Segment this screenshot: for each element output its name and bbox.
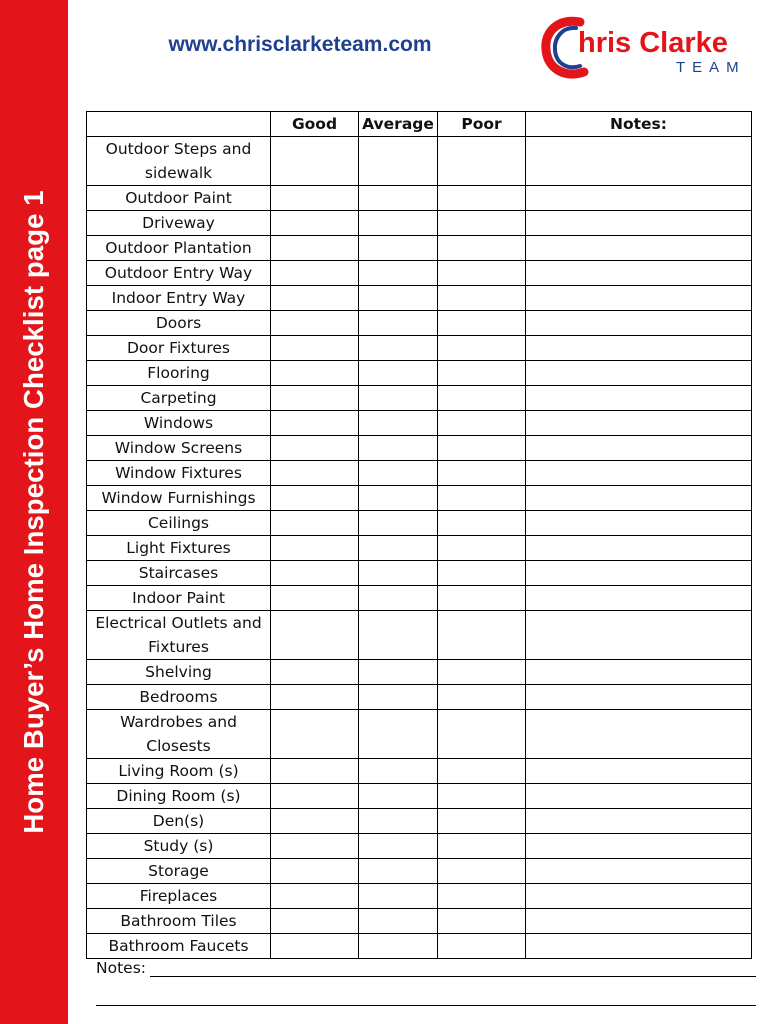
table-row: [87, 536, 752, 561]
table-row: [87, 336, 752, 361]
rating-cell-notes[interactable]: [526, 261, 752, 286]
table-row: [87, 461, 752, 486]
rating-cell-poor[interactable]: [438, 336, 526, 361]
rating-cell-poor[interactable]: [438, 361, 526, 386]
table-row: [87, 311, 752, 336]
rating-cell-average[interactable]: [359, 261, 438, 286]
rating-cell-poor[interactable]: [438, 586, 526, 611]
rating-cell-notes[interactable]: [526, 211, 752, 236]
website-link[interactable]: www.chrisclarketeam.com: [168, 33, 432, 56]
rating-cell-good[interactable]: [271, 236, 359, 261]
rating-cell-average[interactable]: [359, 611, 438, 660]
rating-cell-poor[interactable]: [438, 436, 526, 461]
rating-cell-average[interactable]: [359, 809, 438, 834]
rating-cell-average[interactable]: [359, 336, 438, 361]
rating-cell-notes[interactable]: [526, 461, 752, 486]
checklist-item-label: Bedrooms: [87, 685, 271, 710]
rating-cell-good[interactable]: [271, 261, 359, 286]
table-row: [87, 561, 752, 586]
rating-cell-poor[interactable]: [438, 611, 526, 660]
rating-cell-good[interactable]: [271, 536, 359, 561]
page-title: Home Buyer’s Home Inspection Checklist page 1: [18, 190, 49, 834]
rating-cell-good[interactable]: [271, 361, 359, 386]
header-item-cell: [87, 112, 271, 137]
rating-cell-notes[interactable]: [526, 436, 752, 461]
rating-cell-average[interactable]: [359, 759, 438, 784]
notes-line[interactable]: [150, 958, 756, 977]
rating-cell-poor[interactable]: [438, 536, 526, 561]
rating-cell-poor[interactable]: [438, 186, 526, 211]
rating-cell-poor[interactable]: [438, 710, 526, 759]
rating-cell-average[interactable]: [359, 486, 438, 511]
checklist-item-label: Storage: [87, 859, 271, 884]
table-row: [87, 137, 752, 186]
rating-cell-average[interactable]: [359, 236, 438, 261]
rating-cell-poor[interactable]: [438, 685, 526, 710]
rating-cell-notes[interactable]: [526, 809, 752, 834]
rating-cell-good[interactable]: [271, 759, 359, 784]
table-row: [87, 261, 752, 286]
checklist-item-label: Dining Room (s): [87, 784, 271, 809]
checklist-item-label: Carpeting: [87, 386, 271, 411]
rating-cell-good[interactable]: [271, 685, 359, 710]
checklist-item-label: Outdoor Entry Way: [87, 261, 271, 286]
rating-cell-notes[interactable]: [526, 561, 752, 586]
rating-cell-average[interactable]: [359, 361, 438, 386]
checklist-item-label: Indoor Paint: [87, 586, 271, 611]
rating-cell-notes[interactable]: [526, 511, 752, 536]
rating-cell-good[interactable]: [271, 436, 359, 461]
rating-cell-good[interactable]: [271, 511, 359, 536]
rating-cell-average[interactable]: [359, 286, 438, 311]
rating-cell-notes[interactable]: [526, 186, 752, 211]
checklist-item-label: Flooring: [87, 361, 271, 386]
rating-cell-notes[interactable]: [526, 386, 752, 411]
rating-cell-average[interactable]: [359, 784, 438, 809]
rating-cell-good[interactable]: [271, 660, 359, 685]
rating-cell-average[interactable]: [359, 536, 438, 561]
checklist-item-label: Wardrobes and Closests: [87, 710, 271, 759]
header-good: Good: [271, 112, 359, 137]
table-row: [87, 236, 752, 261]
rating-cell-good[interactable]: [271, 809, 359, 834]
rating-cell-average[interactable]: [359, 211, 438, 236]
table-row: [87, 784, 752, 809]
checklist-item-label: Window Fixtures: [87, 461, 271, 486]
rating-cell-poor[interactable]: [438, 411, 526, 436]
rating-cell-average[interactable]: [359, 909, 438, 934]
table-row: [87, 361, 752, 386]
rating-cell-notes[interactable]: [526, 934, 752, 959]
rating-cell-average[interactable]: [359, 386, 438, 411]
rating-cell-average[interactable]: [359, 137, 438, 186]
rating-cell-average[interactable]: [359, 834, 438, 859]
checklist-item-label: Indoor Entry Way: [87, 286, 271, 311]
table-row: [87, 859, 752, 884]
table-row: [87, 660, 752, 685]
checklist-item-label: Door Fixtures: [87, 336, 271, 361]
checklist-item-label: Window Screens: [87, 436, 271, 461]
rating-cell-poor[interactable]: [438, 759, 526, 784]
table-row: [87, 511, 752, 536]
rating-cell-good[interactable]: [271, 884, 359, 909]
rating-cell-good[interactable]: [271, 311, 359, 336]
checklist-item-label: Outdoor Paint: [87, 186, 271, 211]
rating-cell-notes[interactable]: [526, 759, 752, 784]
rating-cell-notes[interactable]: [526, 685, 752, 710]
rating-cell-poor[interactable]: [438, 909, 526, 934]
checklist-item-label: Bathroom Faucets: [87, 934, 271, 959]
rating-cell-poor[interactable]: [438, 809, 526, 834]
rating-cell-average[interactable]: [359, 859, 438, 884]
checklist-item-label: Light Fixtures: [87, 536, 271, 561]
rating-cell-good[interactable]: [271, 859, 359, 884]
rating-cell-average[interactable]: [359, 511, 438, 536]
rating-cell-good[interactable]: [271, 336, 359, 361]
rating-cell-poor[interactable]: [438, 261, 526, 286]
checklist-item-label: Study (s): [87, 834, 271, 859]
header-notes: Notes:: [526, 112, 752, 137]
table-row: [87, 809, 752, 834]
rating-cell-notes[interactable]: [526, 859, 752, 884]
notes-line[interactable]: [96, 983, 756, 1006]
header-average: Average: [359, 112, 438, 137]
table-row: [87, 611, 752, 660]
rating-cell-good[interactable]: [271, 137, 359, 186]
table-row: [87, 685, 752, 710]
rating-cell-poor[interactable]: [438, 311, 526, 336]
rating-cell-average[interactable]: [359, 436, 438, 461]
rating-cell-good[interactable]: [271, 211, 359, 236]
rating-cell-poor[interactable]: [438, 511, 526, 536]
table-row: [87, 586, 752, 611]
table-row: [87, 884, 752, 909]
table-row: [87, 186, 752, 211]
rating-cell-poor[interactable]: [438, 386, 526, 411]
rating-cell-notes[interactable]: [526, 311, 752, 336]
rating-cell-notes[interactable]: [526, 536, 752, 561]
checklist-item-label: Shelving: [87, 660, 271, 685]
rating-cell-poor[interactable]: [438, 236, 526, 261]
rating-cell-good[interactable]: [271, 286, 359, 311]
checklist-item-label: Driveway: [87, 211, 271, 236]
rating-cell-poor[interactable]: [438, 211, 526, 236]
rating-cell-poor[interactable]: [438, 286, 526, 311]
checklist-item-label: Living Room (s): [87, 759, 271, 784]
rating-cell-average[interactable]: [359, 710, 438, 759]
rating-cell-good[interactable]: [271, 784, 359, 809]
rating-cell-notes[interactable]: [526, 884, 752, 909]
rating-cell-notes[interactable]: [526, 286, 752, 311]
table-row: [87, 710, 752, 759]
rating-cell-good[interactable]: [271, 611, 359, 660]
sidebar-banner: [0, 0, 68, 1024]
rating-cell-notes[interactable]: [526, 236, 752, 261]
rating-cell-notes[interactable]: [526, 411, 752, 436]
rating-cell-notes[interactable]: [526, 834, 752, 859]
rating-cell-average[interactable]: [359, 311, 438, 336]
table-row: [87, 436, 752, 461]
rating-cell-poor[interactable]: [438, 834, 526, 859]
rating-cell-good[interactable]: [271, 934, 359, 959]
rating-cell-poor[interactable]: [438, 934, 526, 959]
rating-cell-good[interactable]: [271, 909, 359, 934]
rating-cell-average[interactable]: [359, 586, 438, 611]
rating-cell-average[interactable]: [359, 186, 438, 211]
rating-cell-poor[interactable]: [438, 486, 526, 511]
table-row: [87, 759, 752, 784]
checklist-item-label: Window Furnishings: [87, 486, 271, 511]
rating-cell-good[interactable]: [271, 411, 359, 436]
rating-cell-poor[interactable]: [438, 137, 526, 186]
checklist-item-label: Bathroom Tiles: [87, 909, 271, 934]
company-logo: [540, 14, 758, 82]
rating-cell-good[interactable]: [271, 834, 359, 859]
header-poor: Poor: [438, 112, 526, 137]
table-row: [87, 486, 752, 511]
checklist-item-label: Electrical Outlets and Fixtures: [87, 611, 271, 660]
inspection-table: [86, 111, 752, 959]
checklist-item-label: Staircases: [87, 561, 271, 586]
rating-cell-average[interactable]: [359, 561, 438, 586]
checklist-item-label: Fireplaces: [87, 884, 271, 909]
rating-cell-poor[interactable]: [438, 859, 526, 884]
notes-label: Notes:: [96, 959, 146, 977]
table-row: [87, 386, 752, 411]
rating-cell-good[interactable]: [271, 186, 359, 211]
rating-cell-average[interactable]: [359, 660, 438, 685]
table-header-row: [87, 112, 752, 137]
rating-cell-average[interactable]: [359, 685, 438, 710]
rating-cell-good[interactable]: [271, 586, 359, 611]
rating-cell-average[interactable]: [359, 411, 438, 436]
rating-cell-poor[interactable]: [438, 784, 526, 809]
svg-text:hris Clarke: hris Clarke: [578, 27, 728, 59]
table-row: [87, 909, 752, 934]
table-row: [87, 834, 752, 859]
rating-cell-poor[interactable]: [438, 461, 526, 486]
checklist-item-label: Ceilings: [87, 511, 271, 536]
rating-cell-average[interactable]: [359, 884, 438, 909]
rating-cell-notes[interactable]: [526, 909, 752, 934]
rating-cell-average[interactable]: [359, 461, 438, 486]
checklist-item-label: Doors: [87, 311, 271, 336]
rating-cell-notes[interactable]: [526, 336, 752, 361]
rating-cell-notes[interactable]: [526, 710, 752, 759]
rating-cell-average[interactable]: [359, 934, 438, 959]
checklist-item-label: Den(s): [87, 809, 271, 834]
rating-cell-notes[interactable]: [526, 137, 752, 186]
rating-cell-notes[interactable]: [526, 784, 752, 809]
table-row: [87, 286, 752, 311]
rating-cell-good[interactable]: [271, 486, 359, 511]
checklist-item-label: Outdoor Steps and sidewalk: [87, 137, 271, 186]
rating-cell-notes[interactable]: [526, 486, 752, 511]
rating-cell-good[interactable]: [271, 561, 359, 586]
rating-cell-notes[interactable]: [526, 361, 752, 386]
rating-cell-poor[interactable]: [438, 660, 526, 685]
table-row: [87, 211, 752, 236]
rating-cell-good[interactable]: [271, 386, 359, 411]
svg-text:TEAM: TEAM: [676, 59, 746, 76]
rating-cell-good[interactable]: [271, 461, 359, 486]
table-row: [87, 934, 752, 959]
table-row: [87, 411, 752, 436]
rating-cell-notes[interactable]: [526, 611, 752, 660]
rating-cell-notes[interactable]: [526, 660, 752, 685]
checklist-item-label: Outdoor Plantation: [87, 236, 271, 261]
rating-cell-poor[interactable]: [438, 561, 526, 586]
rating-cell-poor[interactable]: [438, 884, 526, 909]
checklist-item-label: Windows: [87, 411, 271, 436]
rating-cell-good[interactable]: [271, 710, 359, 759]
rating-cell-notes[interactable]: [526, 586, 752, 611]
notes-section[interactable]: [96, 958, 756, 1006]
